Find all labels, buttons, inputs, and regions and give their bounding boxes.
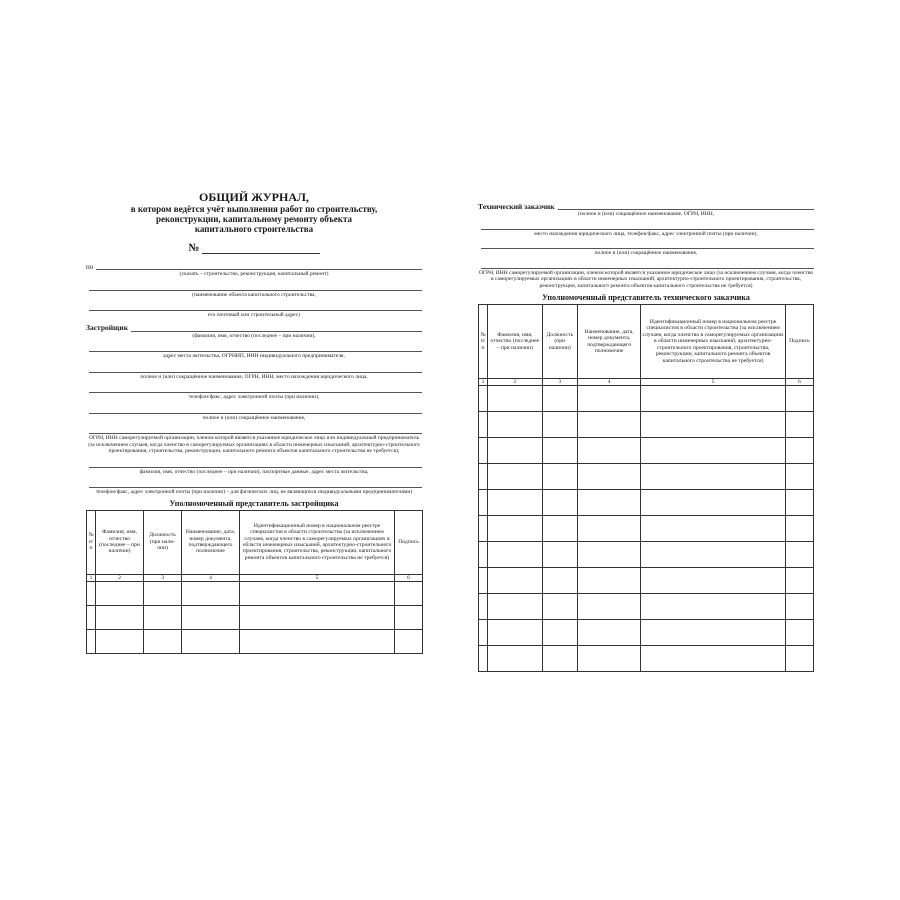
field-hint: телефон/факс, адрес электронной почты (при наличии) – для физических лиц, не являющихся индивидуальными предпринимателями) xyxy=(95,489,413,495)
journal-title-line: капитального строительства xyxy=(194,224,314,234)
field-hint: полное и (или) сокращённое наименование, xyxy=(202,414,306,421)
right-section-title: Уполномоченный представитель технического заказчика xyxy=(542,293,750,302)
field-line-row xyxy=(86,458,422,468)
field-input-line[interactable] xyxy=(89,372,422,373)
table-cell[interactable] xyxy=(785,464,813,490)
table-cell[interactable] xyxy=(542,646,577,672)
table-cell[interactable] xyxy=(542,542,577,568)
table-cell[interactable] xyxy=(641,594,785,620)
table-cell[interactable] xyxy=(144,581,182,605)
field-line-row xyxy=(86,478,422,488)
field-hint: (наименование объекта капитального строительства, xyxy=(192,291,316,298)
table-cell[interactable] xyxy=(395,605,423,629)
table-cell[interactable] xyxy=(577,620,641,646)
field-input-line[interactable] xyxy=(89,392,422,393)
table-cell[interactable] xyxy=(479,568,488,594)
field-hint: ОГРН, ИНН саморегулируемой организации, членом которой является указанное юридическое лицо (за исключением случаев, когда членство в саморегулируемых организациях в области инженерных изысканий, архитектурно-строительного проектирования, строительства, реконструкции, капитального ремонта объектов капитального строительства не требуется) xyxy=(478,269,814,289)
field-line-row xyxy=(86,383,422,393)
journal-number-field[interactable] xyxy=(202,244,320,254)
header-cell: Идентификационный номер в национальном реестре специалистов в области строительства (за исключением случаев, когда членство в саморегулируемых организациях в области инженерных изысканий, архитектурно-строительного проектирования, строительства, реконструкции, капитального ремонта объектов капитального строительства не требуется) xyxy=(240,510,395,574)
table-cell[interactable] xyxy=(488,568,542,594)
table-row xyxy=(479,438,814,464)
table-cell[interactable] xyxy=(641,438,785,464)
table-cell[interactable] xyxy=(488,490,542,516)
table-cell[interactable] xyxy=(542,620,577,646)
form-field xyxy=(86,281,422,299)
table-cell[interactable] xyxy=(96,605,144,629)
field-line-row xyxy=(86,342,422,352)
table-cell[interactable] xyxy=(577,594,641,620)
column-number: 5 xyxy=(240,574,395,581)
field-line-row xyxy=(86,322,422,332)
form-field xyxy=(86,458,422,476)
table-cell[interactable] xyxy=(641,516,785,542)
table-cell[interactable] xyxy=(785,412,813,438)
table-cell[interactable] xyxy=(542,412,577,438)
table-cell[interactable] xyxy=(577,516,641,542)
table-cell[interactable] xyxy=(240,581,395,605)
table-cell[interactable] xyxy=(182,629,240,653)
left-section-title: Уполномоченный представитель застройщика xyxy=(169,498,339,508)
column-number: 1 xyxy=(479,379,488,386)
table-cell[interactable] xyxy=(641,542,785,568)
field-input-line[interactable] xyxy=(89,290,422,291)
right-representative-table xyxy=(478,304,814,672)
table-cell[interactable] xyxy=(488,464,542,490)
left-representative-table xyxy=(86,510,423,654)
left-fields xyxy=(86,260,422,496)
right-journal-page xyxy=(478,198,814,698)
form-field xyxy=(478,220,814,238)
field-line-row xyxy=(478,259,814,269)
journal-number-row xyxy=(86,242,422,254)
table-cell[interactable] xyxy=(488,542,542,568)
table-cell[interactable] xyxy=(479,594,488,620)
table-cell[interactable] xyxy=(542,568,577,594)
table-cell[interactable] xyxy=(479,490,488,516)
table-cell[interactable] xyxy=(641,412,785,438)
header-cell: Фамилия, имя, отчество (последнее – при наличии) xyxy=(96,510,144,574)
table-cell[interactable] xyxy=(488,594,542,620)
table-cell[interactable] xyxy=(785,620,813,646)
field-hint: телефон/факс, адрес электронной почты (при наличии), xyxy=(188,394,320,400)
column-number: 4 xyxy=(577,379,641,386)
table-cell[interactable] xyxy=(542,464,577,490)
form-field xyxy=(86,363,422,381)
header-cell: Фамилия, имя, отчество (последнее – при наличии) xyxy=(488,305,542,379)
table-cell[interactable] xyxy=(96,629,144,653)
table-header-row xyxy=(87,510,423,574)
table-cell[interactable] xyxy=(488,438,542,464)
table-cell[interactable] xyxy=(641,568,785,594)
field-label: Застройщик xyxy=(86,323,129,332)
table-row xyxy=(479,568,814,594)
table-cell[interactable] xyxy=(577,464,641,490)
form-field xyxy=(86,478,422,496)
table-cell[interactable] xyxy=(785,438,813,464)
table-cell[interactable] xyxy=(479,542,488,568)
header-cell: № п/п xyxy=(87,510,96,574)
field-line-row xyxy=(478,239,814,249)
table-cell[interactable] xyxy=(641,464,785,490)
column-number: 3 xyxy=(144,574,182,581)
field-input-line[interactable] xyxy=(89,467,422,468)
table-number-row xyxy=(479,379,814,386)
table-cell[interactable] xyxy=(785,594,813,620)
table-cell[interactable] xyxy=(488,646,542,672)
form-field xyxy=(478,200,814,218)
field-label: по xyxy=(86,262,94,271)
header-cell: Подпись xyxy=(395,510,423,574)
field-line-row xyxy=(478,200,814,210)
table-row xyxy=(479,412,814,438)
table-cell[interactable] xyxy=(479,412,488,438)
table-row xyxy=(479,516,814,542)
table-cell[interactable] xyxy=(542,386,577,412)
column-number: 3 xyxy=(542,379,577,386)
field-hint: фамилия, имя, отчество (последнее – при наличии), паспортные данные, адрес места жительства, xyxy=(139,468,369,475)
table-cell[interactable] xyxy=(577,412,641,438)
table-cell[interactable] xyxy=(785,542,813,568)
table-row xyxy=(479,620,814,646)
table-cell[interactable] xyxy=(577,386,641,412)
table-cell[interactable] xyxy=(641,620,785,646)
column-number: 1 xyxy=(87,574,96,581)
table-cell[interactable] xyxy=(641,646,785,672)
header-cell: № п/п xyxy=(479,305,488,379)
table-cell[interactable] xyxy=(240,605,395,629)
table-cell[interactable] xyxy=(577,490,641,516)
field-hint: адрес места жительства, ОГРНИП, ИНН индивидуального предпринимателя, xyxy=(163,353,345,359)
form-field xyxy=(86,322,422,340)
form-field xyxy=(86,342,422,360)
form-field xyxy=(86,404,422,422)
field-hint: полное и (или) сокращённое наименование, ОГРН, ИНН, место нахождения юридического лица, xyxy=(140,373,368,380)
table-cell[interactable] xyxy=(96,581,144,605)
form-field xyxy=(86,260,422,278)
table-cell[interactable] xyxy=(395,581,423,605)
header-cell: Должность (при нали- чии) xyxy=(144,510,182,574)
field-hint: (полное и (или) сокращённое наименование, ОГРН, ИНН, xyxy=(577,211,715,217)
field-line-row xyxy=(478,220,814,230)
field-input-line[interactable] xyxy=(131,331,422,332)
form-field xyxy=(478,239,814,257)
table-cell[interactable] xyxy=(182,581,240,605)
table-cell[interactable] xyxy=(785,568,813,594)
table-cell[interactable] xyxy=(785,646,813,672)
table-cell[interactable] xyxy=(479,464,488,490)
field-line-row xyxy=(86,301,422,311)
table-header-row xyxy=(479,305,814,379)
table-row xyxy=(87,605,423,629)
field-label: Технический заказчик xyxy=(478,201,555,211)
field-hint: его почтовый или строительный адрес) xyxy=(208,312,300,318)
table-cell[interactable] xyxy=(785,490,813,516)
table-cell[interactable] xyxy=(144,629,182,653)
column-number: 6 xyxy=(395,574,423,581)
table-cell[interactable] xyxy=(641,490,785,516)
table-cell[interactable] xyxy=(785,516,813,542)
column-number: 4 xyxy=(182,574,240,581)
field-input-line[interactable] xyxy=(481,229,814,230)
journal-title-main: ОБЩИЙ ЖУРНАЛ, xyxy=(199,190,309,204)
left-journal-page xyxy=(86,190,422,702)
table-cell[interactable] xyxy=(479,386,488,412)
field-input-line[interactable] xyxy=(481,268,814,269)
table-cell[interactable] xyxy=(395,629,423,653)
field-line-row xyxy=(86,404,422,414)
field-input-line[interactable] xyxy=(89,310,422,311)
form-field xyxy=(86,383,422,401)
table-cell[interactable] xyxy=(87,629,96,653)
table-number-row xyxy=(87,574,423,581)
table-cell[interactable] xyxy=(542,516,577,542)
table-cell[interactable] xyxy=(182,605,240,629)
number-label: № xyxy=(188,242,200,254)
field-input-line[interactable] xyxy=(89,351,422,352)
column-number: 2 xyxy=(96,574,144,581)
journal-title-line: в котором ведётся учёт выполнения работ по строительству, xyxy=(130,204,378,214)
header-cell: Подпись xyxy=(785,305,813,379)
field-hint: полное и (или) сокращённое наименование, xyxy=(594,250,698,256)
form-field xyxy=(478,259,814,290)
field-input-line[interactable] xyxy=(89,413,422,414)
table-cell[interactable] xyxy=(144,605,182,629)
table-row xyxy=(479,490,814,516)
table-cell[interactable] xyxy=(641,386,785,412)
table-cell[interactable] xyxy=(577,438,641,464)
journal-title-line: реконструкции, капитальному ремонту объекта xyxy=(155,214,352,224)
table-cell[interactable] xyxy=(240,629,395,653)
table-cell[interactable] xyxy=(87,581,96,605)
table-cell[interactable] xyxy=(479,516,488,542)
table-row xyxy=(479,646,814,672)
field-line-row xyxy=(86,260,422,270)
table-cell[interactable] xyxy=(488,620,542,646)
table-row xyxy=(479,594,814,620)
field-line-row xyxy=(86,424,422,434)
header-cell: Идентификационный номер в национальном реестре специалистов в области строительства (за исключением случаев, когда членство в саморегулируемых организациях в области инженерных изысканий, архитектурно-строительного проектирования, строительства, реконструкции, капитального ремонта объектов капитального строительства не требуется) xyxy=(641,305,785,379)
form-field xyxy=(86,424,422,455)
table-cell[interactable] xyxy=(488,412,542,438)
table-cell[interactable] xyxy=(488,386,542,412)
journal-title xyxy=(86,190,422,234)
table-row xyxy=(479,464,814,490)
field-line-row xyxy=(86,281,422,291)
field-input-line[interactable] xyxy=(481,248,814,249)
table-cell[interactable] xyxy=(577,542,641,568)
table-row xyxy=(479,542,814,568)
header-cell: Наименование, дата, номер документа, подтверждающего полномочие xyxy=(577,305,641,379)
field-hint: (указать – строительство, реконструкция, капитальный ремонт) xyxy=(179,271,329,277)
field-input-line[interactable] xyxy=(558,209,814,210)
table-cell[interactable] xyxy=(785,386,813,412)
form-field xyxy=(86,301,422,319)
field-input-line[interactable] xyxy=(96,269,422,270)
field-input-line[interactable] xyxy=(89,487,422,488)
table-row xyxy=(479,386,814,412)
table-cell[interactable] xyxy=(577,568,641,594)
table-cell[interactable] xyxy=(479,646,488,672)
table-cell[interactable] xyxy=(479,438,488,464)
table-row xyxy=(87,629,423,653)
table-cell[interactable] xyxy=(479,620,488,646)
right-fields xyxy=(478,200,814,289)
column-number: 2 xyxy=(488,379,542,386)
table-cell[interactable] xyxy=(542,490,577,516)
header-cell: Наименование, дата, номер документа, подтверждающего полномочие xyxy=(182,510,240,574)
column-number: 6 xyxy=(785,379,813,386)
field-hint: (фамилия, имя, отчество (последнее – при наличии), xyxy=(192,332,316,339)
table-cell[interactable] xyxy=(542,594,577,620)
column-number: 5 xyxy=(641,379,785,386)
header-cell: Должность (при наличии) xyxy=(542,305,577,379)
field-input-line[interactable] xyxy=(89,433,422,434)
field-hint: место нахождения юридического лица, телефон/факс, адрес электронной почты (при наличии), xyxy=(534,230,758,237)
field-line-row xyxy=(86,363,422,373)
table-cell[interactable] xyxy=(577,646,641,672)
table-cell[interactable] xyxy=(87,605,96,629)
table-cell[interactable] xyxy=(488,516,542,542)
field-hint: ОГРН, ИНН саморегулируемой организации, членом которой является указанное юридическое лицо или индивидуальный предприниматель (за исключением случаев, когда членство в саморегулируемых организациях в области инженерных изысканий, архитектурно-строительного проектирования, строительства, реконструкции, капитального ремонта объектов капитального строительства не требуется); xyxy=(88,435,420,454)
table-cell[interactable] xyxy=(542,438,577,464)
table-row xyxy=(87,581,423,605)
